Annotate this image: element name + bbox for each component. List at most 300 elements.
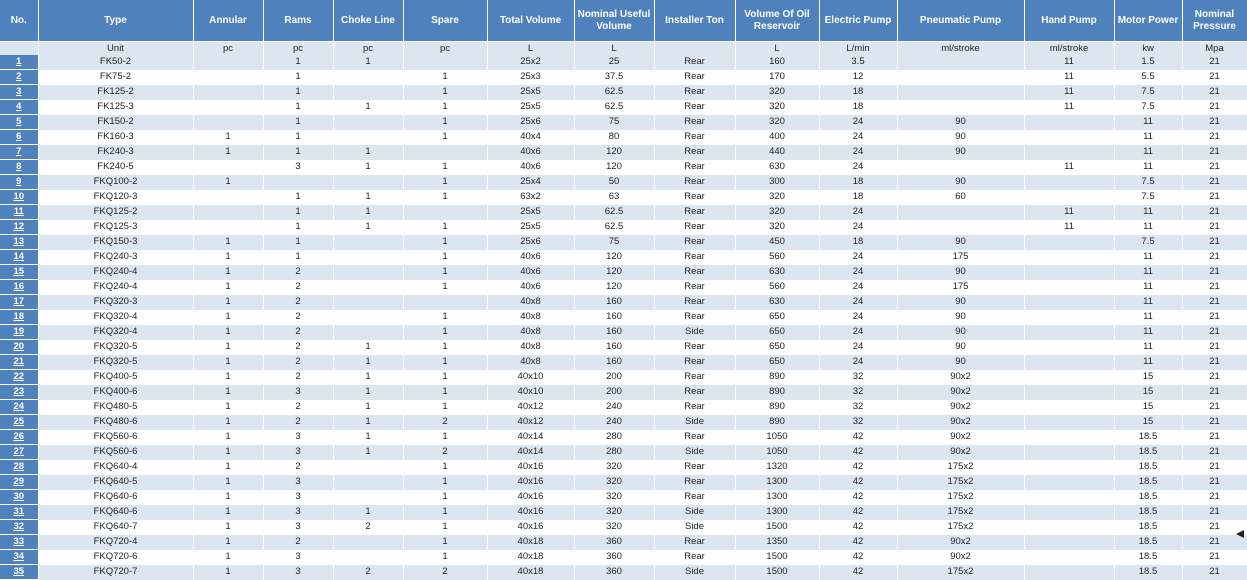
table-row[interactable] [0,340,1247,355]
table-row[interactable] [0,250,1247,265]
cell-no[interactable]: 33 [0,535,38,550]
cell-type: FK75-2 [38,70,193,85]
cell-oil-reservoir-volume: 560 [735,250,819,265]
cell-oil-reservoir-volume: 560 [735,280,819,295]
cell-rams: 2 [263,370,333,385]
table-row[interactable] [0,100,1247,115]
cell-nominal-pressure: 21 [1182,460,1247,475]
cell-hand-pump [1024,520,1114,535]
cell-annular: 1 [193,475,263,490]
cell-hand-pump [1024,535,1114,550]
cell-total-volume: 25x5 [487,220,574,235]
cell-installer-ton: Rear [654,550,735,565]
cell-nominal-pressure: 21 [1182,310,1247,325]
table-row[interactable] [0,265,1247,280]
cell-rams: 2 [263,295,333,310]
cell-annular [193,100,263,115]
cell-nominal-pressure: 21 [1182,355,1247,370]
cell-type: FK240-3 [38,145,193,160]
cell-motor-power: 7.5 [1114,175,1182,190]
cell-choke-line: 1 [333,355,403,370]
cell-hand-pump [1024,310,1114,325]
cell-no[interactable]: 17 [0,295,38,310]
col-header-annular[interactable]: Annular [193,0,263,41]
cell-oil-reservoir-volume: 650 [735,340,819,355]
cell-hand-pump [1024,145,1114,160]
cell-spare: 1 [403,535,487,550]
cell-spare: 1 [403,265,487,280]
cell-installer-ton: Rear [654,175,735,190]
table-row[interactable] [0,445,1247,460]
col-header-hand-pump[interactable]: Hand Pump [1024,0,1114,41]
cell-nominal-pressure: 21 [1182,145,1247,160]
cell-rams: 1 [263,190,333,205]
cell-oil-reservoir-volume: 450 [735,235,819,250]
cell-choke-line: 1 [333,445,403,460]
cell-rams: 3 [263,475,333,490]
cell-total-volume: 40x8 [487,340,574,355]
cell-nominal-pressure: 21 [1182,265,1247,280]
cell-choke-line: 1 [333,190,403,205]
cell-installer-ton: Rear [654,250,735,265]
col-header-type[interactable]: Type [38,0,193,41]
cell-no[interactable]: 6 [0,130,38,145]
unit-cell-nominal-pressure: Mpa [1182,42,1247,55]
cell-no[interactable]: 9 [0,175,38,190]
cell-type: FKQ640-4 [38,460,193,475]
cell-type: FKQ240-4 [38,265,193,280]
unit-cell-electric-pump: L/min [819,42,897,55]
cell-no[interactable]: 15 [0,265,38,280]
cell-choke-line [333,130,403,145]
unit-cell-motor-power: kw [1114,42,1182,55]
cell-electric-pump: 24 [819,220,897,235]
cell-no[interactable]: 32 [0,520,38,535]
cell-no[interactable]: 16 [0,280,38,295]
cell-oil-reservoir-volume: 650 [735,325,819,340]
cell-rams: 2 [263,400,333,415]
cell-nominal-useful-volume: 62.5 [574,220,654,235]
table-row[interactable] [0,85,1247,100]
cell-annular: 1 [193,415,263,430]
cell-oil-reservoir-volume: 400 [735,130,819,145]
cell-total-volume: 40x6 [487,145,574,160]
cell-pneumatic-pump [897,205,1024,220]
cell-spare: 1 [403,280,487,295]
cell-spare: 2 [403,415,487,430]
cell-rams: 1 [263,130,333,145]
cell-installer-ton: Rear [654,535,735,550]
col-header-spare[interactable]: Spare [403,0,487,41]
cell-hand-pump [1024,265,1114,280]
cell-installer-ton: Side [654,505,735,520]
cell-choke-line [333,490,403,505]
cell-hand-pump: 11 [1024,55,1114,70]
cell-rams: 3 [263,520,333,535]
cell-hand-pump [1024,445,1114,460]
cell-pneumatic-pump: 175x2 [897,475,1024,490]
cell-hand-pump [1024,430,1114,445]
cell-pneumatic-pump [897,85,1024,100]
table-row[interactable] [0,280,1247,295]
cell-rams: 1 [263,145,333,160]
cell-hand-pump: 11 [1024,100,1114,115]
cell-choke-line: 1 [333,100,403,115]
cell-total-volume: 25x5 [487,85,574,100]
cell-electric-pump: 24 [819,280,897,295]
cell-spare: 1 [403,505,487,520]
cell-pneumatic-pump: 90 [897,355,1024,370]
cell-no[interactable]: 12 [0,220,38,235]
cell-type: FKQ240-3 [38,250,193,265]
cell-choke-line [333,115,403,130]
cell-oil-reservoir-volume: 320 [735,115,819,130]
cell-type: FK125-3 [38,100,193,115]
table-row[interactable] [0,460,1247,475]
cell-spare: 1 [403,70,487,85]
cell-motor-power: 15 [1114,370,1182,385]
cell-no[interactable]: 28 [0,460,38,475]
cell-no[interactable]: 10 [0,190,38,205]
cell-no[interactable]: 19 [0,325,38,340]
cell-type: FKQ320-5 [38,355,193,370]
col-header-total-volume[interactable]: Total Volume [487,0,574,41]
cell-total-volume: 25x3 [487,70,574,85]
cell-total-volume: 40x16 [487,505,574,520]
cell-type: FKQ640-6 [38,490,193,505]
cell-nominal-pressure: 21 [1182,250,1247,265]
cell-total-volume: 40x10 [487,370,574,385]
cell-rams: 3 [263,160,333,175]
cell-pneumatic-pump [897,100,1024,115]
cell-no[interactable]: 18 [0,310,38,325]
cell-total-volume: 40x8 [487,310,574,325]
cell-choke-line [333,310,403,325]
cell-installer-ton: Side [654,520,735,535]
cell-oil-reservoir-volume: 1320 [735,460,819,475]
scroll-arrow-icon[interactable] [1236,530,1244,538]
cell-choke-line: 1 [333,430,403,445]
cell-pneumatic-pump: 90x2 [897,445,1024,460]
cell-type: FKQ640-6 [38,505,193,520]
cell-oil-reservoir-volume: 320 [735,85,819,100]
cell-type: FKQ480-6 [38,415,193,430]
table-row[interactable] [0,325,1247,340]
cell-nominal-pressure: 21 [1182,340,1247,355]
col-header-motor-power[interactable]: Motor Power [1114,0,1182,41]
cell-total-volume: 40x14 [487,430,574,445]
cell-pneumatic-pump: 90 [897,265,1024,280]
cell-nominal-useful-volume: 160 [574,340,654,355]
cell-pneumatic-pump: 175x2 [897,505,1024,520]
cell-rams: 1 [263,55,333,70]
cell-spare: 1 [403,475,487,490]
unit-cell-nominal-useful-volume: L [574,42,654,55]
cell-total-volume: 40x16 [487,520,574,535]
table-row[interactable] [0,115,1247,130]
col-header-nominal-pressure[interactable]: Nominal Pressure [1182,0,1247,41]
cell-no[interactable]: 14 [0,250,38,265]
cell-pneumatic-pump [897,55,1024,70]
cell-rams: 3 [263,550,333,565]
cell-spare: 1 [403,175,487,190]
cell-spare: 1 [403,115,487,130]
table-row[interactable] [0,505,1247,520]
unit-cell-installer-ton [654,42,735,55]
cell-no[interactable]: 21 [0,355,38,370]
table-row[interactable] [0,160,1247,175]
cell-annular [193,85,263,100]
cell-oil-reservoir-volume: 1300 [735,505,819,520]
cell-annular [193,160,263,175]
table-row[interactable] [0,565,1247,580]
cell-type: FKQ120-3 [38,190,193,205]
cell-oil-reservoir-volume: 890 [735,385,819,400]
cell-annular: 1 [193,175,263,190]
cell-hand-pump [1024,235,1114,250]
unit-cell-type: Unit [38,42,193,55]
cell-no[interactable]: 29 [0,475,38,490]
cell-nominal-useful-volume: 360 [574,535,654,550]
table-row[interactable] [0,550,1247,565]
table-row[interactable] [0,295,1247,310]
table-row[interactable] [0,400,1247,415]
cell-nominal-useful-volume: 160 [574,325,654,340]
cell-no[interactable]: 30 [0,490,38,505]
cell-type: FK50-2 [38,55,193,70]
cell-rams: 2 [263,340,333,355]
cell-nominal-useful-volume: 320 [574,490,654,505]
cell-nominal-pressure: 21 [1182,280,1247,295]
cell-rams: 1 [263,85,333,100]
cell-no[interactable]: 2 [0,70,38,85]
cell-oil-reservoir-volume: 890 [735,370,819,385]
cell-nominal-useful-volume: 240 [574,400,654,415]
table-row[interactable] [0,220,1247,235]
col-header-no[interactable]: No. [0,0,38,41]
cell-electric-pump: 24 [819,130,897,145]
cell-spare [403,55,487,70]
cell-annular [193,205,263,220]
cell-oil-reservoir-volume: 1500 [735,565,819,580]
cell-motor-power: 11 [1114,160,1182,175]
header-row [0,0,1247,41]
cell-nominal-useful-volume: 62.5 [574,100,654,115]
cell-nominal-pressure: 21 [1182,100,1247,115]
table-row[interactable] [0,205,1247,220]
cell-pneumatic-pump: 90x2 [897,415,1024,430]
cell-choke-line [333,535,403,550]
cell-choke-line: 2 [333,565,403,580]
col-header-nominal-useful-volume[interactable]: Nominal Useful Volume [574,0,654,41]
cell-hand-pump [1024,130,1114,145]
unit-cell-pneumatic-pump: ml/stroke [897,42,1024,55]
col-header-installer-ton[interactable]: Installer Ton [654,0,735,41]
cell-motor-power: 18.5 [1114,475,1182,490]
cell-total-volume: 40x6 [487,160,574,175]
cell-choke-line [333,295,403,310]
cell-installer-ton: Rear [654,265,735,280]
cell-no[interactable]: 31 [0,505,38,520]
unit-cell-total-volume: L [487,42,574,55]
cell-nominal-useful-volume: 360 [574,565,654,580]
cell-oil-reservoir-volume: 320 [735,220,819,235]
col-header-rams[interactable]: Rams [263,0,333,41]
cell-nominal-pressure: 21 [1182,295,1247,310]
cell-type: FKQ640-7 [38,520,193,535]
cell-total-volume: 40x12 [487,400,574,415]
cell-no[interactable]: 4 [0,100,38,115]
col-header-oil-reservoir-volume[interactable]: Volume Of Oil Reservoir [735,0,819,41]
table-row[interactable] [0,385,1247,400]
col-header-choke-line[interactable]: Choke Line [333,0,403,41]
table-row[interactable] [0,175,1247,190]
table-row[interactable] [0,535,1247,550]
cell-type: FKQ150-3 [38,235,193,250]
cell-motor-power: 11 [1114,280,1182,295]
col-header-pneumatic-pump[interactable]: Pneumatic Pump [897,0,1024,41]
cell-installer-ton: Rear [654,460,735,475]
cell-annular: 1 [193,280,263,295]
cell-rams: 3 [263,505,333,520]
cell-motor-power: 11 [1114,205,1182,220]
cell-type: FKQ480-5 [38,400,193,415]
cell-rams: 1 [263,235,333,250]
cell-choke-line [333,250,403,265]
cell-pneumatic-pump: 90 [897,340,1024,355]
cell-spare: 2 [403,445,487,460]
cell-rams: 2 [263,460,333,475]
cell-motor-power: 15 [1114,415,1182,430]
cell-motor-power: 7.5 [1114,235,1182,250]
cell-total-volume: 40x16 [487,475,574,490]
cell-spare: 1 [403,325,487,340]
table-row[interactable] [0,190,1247,205]
cell-no[interactable]: 8 [0,160,38,175]
cell-no[interactable]: 1 [0,55,38,70]
cell-no[interactable]: 7 [0,145,38,160]
table-row[interactable] [0,145,1247,160]
table-row[interactable] [0,370,1247,385]
cell-no[interactable]: 3 [0,85,38,100]
cell-oil-reservoir-volume: 300 [735,175,819,190]
cell-rams [263,175,333,190]
cell-hand-pump [1024,190,1114,205]
cell-nominal-pressure: 21 [1182,115,1247,130]
table-row[interactable] [0,235,1247,250]
cell-hand-pump [1024,415,1114,430]
cell-total-volume: 25x5 [487,100,574,115]
unit-cell-rams: pc [263,42,333,55]
cell-no[interactable]: 35 [0,565,38,580]
cell-rams: 2 [263,355,333,370]
table-row[interactable] [0,55,1247,70]
cell-motor-power: 18.5 [1114,550,1182,565]
cell-no[interactable]: 13 [0,235,38,250]
cell-annular: 1 [193,310,263,325]
table-row[interactable] [0,490,1247,505]
cell-total-volume: 25x2 [487,55,574,70]
cell-nominal-useful-volume: 62.5 [574,205,654,220]
cell-hand-pump [1024,370,1114,385]
cell-no[interactable]: 26 [0,430,38,445]
cell-annular [193,55,263,70]
cell-electric-pump: 42 [819,430,897,445]
cell-rams: 3 [263,565,333,580]
cell-electric-pump: 18 [819,190,897,205]
cell-electric-pump: 42 [819,445,897,460]
cell-spare: 1 [403,490,487,505]
table-row[interactable] [0,415,1247,430]
cell-choke-line: 1 [333,340,403,355]
table-row[interactable] [0,430,1247,445]
cell-pneumatic-pump: 90 [897,115,1024,130]
cell-no[interactable]: 5 [0,115,38,130]
cell-electric-pump: 42 [819,460,897,475]
cell-no[interactable]: 11 [0,205,38,220]
cell-installer-ton: Rear [654,295,735,310]
cell-type: FK160-3 [38,130,193,145]
table-row[interactable] [0,130,1247,145]
cell-no[interactable]: 34 [0,550,38,565]
table-row[interactable] [0,70,1247,85]
cell-hand-pump [1024,400,1114,415]
cell-nominal-useful-volume: 80 [574,130,654,145]
cell-total-volume: 25x6 [487,115,574,130]
cell-electric-pump: 32 [819,415,897,430]
cell-pneumatic-pump [897,160,1024,175]
cell-motor-power: 1.5 [1114,55,1182,70]
cell-nominal-pressure: 21 [1182,520,1247,535]
cell-no[interactable]: 25 [0,415,38,430]
table-row[interactable] [0,475,1247,490]
cell-total-volume: 40x8 [487,325,574,340]
cell-choke-line [333,550,403,565]
cell-type: FKQ125-2 [38,205,193,220]
cell-electric-pump: 24 [819,265,897,280]
cell-total-volume: 40x8 [487,295,574,310]
cell-nominal-useful-volume: 320 [574,460,654,475]
cell-no[interactable]: 24 [0,400,38,415]
cell-spare: 1 [403,160,487,175]
cell-installer-ton: Rear [654,490,735,505]
cell-annular: 1 [193,265,263,280]
table-row[interactable] [0,520,1247,535]
cell-spare: 1 [403,100,487,115]
table-row[interactable] [0,310,1247,325]
cell-no[interactable]: 20 [0,340,38,355]
cell-no[interactable]: 23 [0,385,38,400]
cell-choke-line: 1 [333,205,403,220]
cell-total-volume: 40x12 [487,415,574,430]
table-row[interactable] [0,355,1247,370]
cell-nominal-useful-volume: 25 [574,55,654,70]
cell-pneumatic-pump: 60 [897,190,1024,205]
cell-no[interactable]: 22 [0,370,38,385]
cell-oil-reservoir-volume: 1050 [735,445,819,460]
cell-rams: 1 [263,100,333,115]
cell-annular: 1 [193,295,263,310]
cell-total-volume: 40x6 [487,265,574,280]
cell-no[interactable]: 27 [0,445,38,460]
col-header-electric-pump[interactable]: Electric Pump [819,0,897,41]
cell-installer-ton: Rear [654,280,735,295]
cell-annular: 1 [193,430,263,445]
cell-electric-pump: 42 [819,535,897,550]
cell-motor-power: 11 [1114,340,1182,355]
cell-pneumatic-pump: 175 [897,250,1024,265]
cell-motor-power: 18.5 [1114,460,1182,475]
